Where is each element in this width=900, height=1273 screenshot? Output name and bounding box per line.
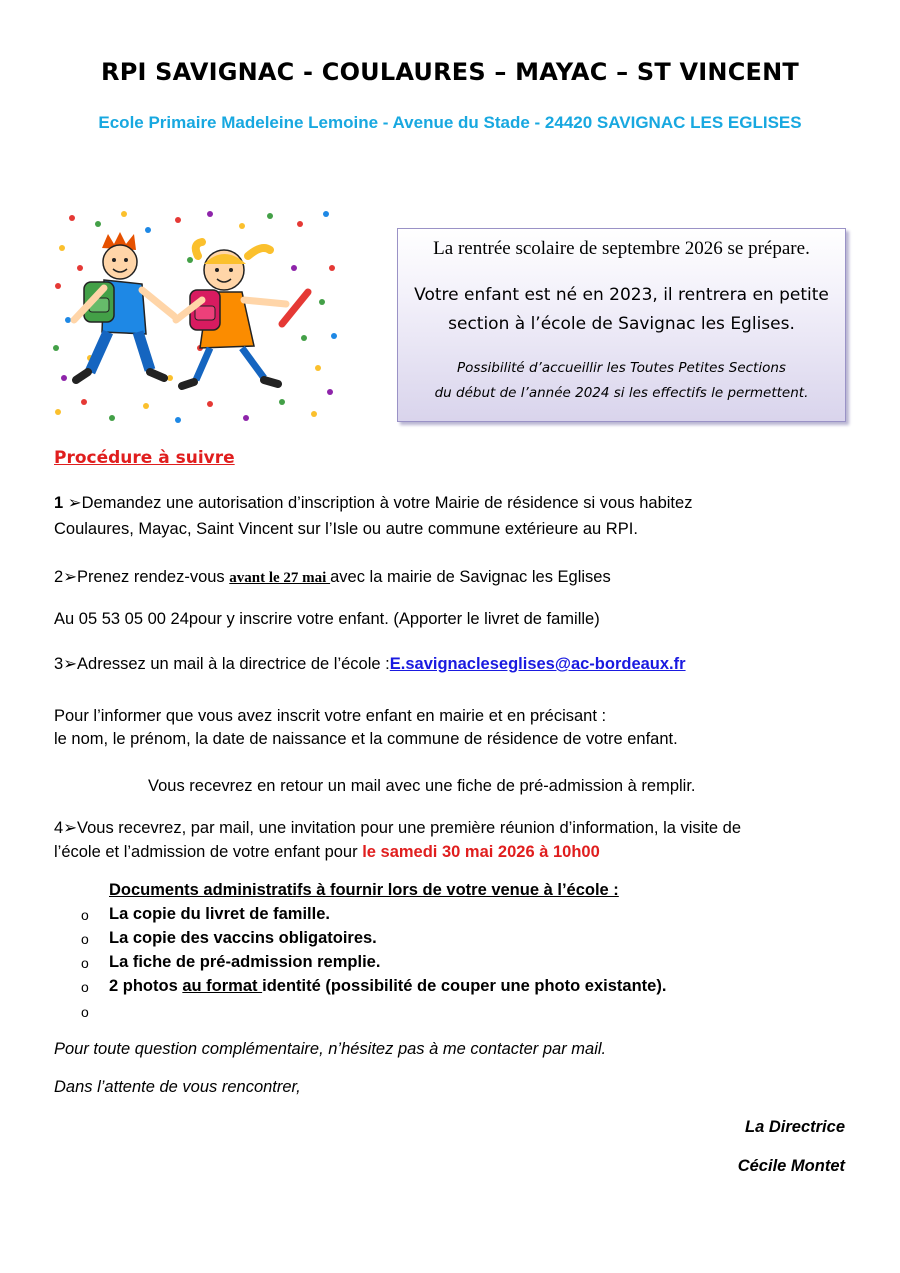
documents-heading: Documents administratifs à fournir lors de votre venue à l’école : (109, 881, 619, 899)
step-4-text: Vous recevrez, par mail, une invitation pour une première réunion d’information, la visite de (77, 819, 742, 837)
step-3-line: Pour l’informer que vous avez inscrit votre enfant en mairie et en précisant : (54, 707, 607, 725)
meeting-date: le samedi 30 mai 2026 à 10h00 (362, 843, 600, 861)
step-4-text: l’école et l’admission de votre enfant pour (54, 843, 363, 861)
info-box-main-text (406, 281, 837, 339)
step-2-text: avec la mairie de Savignac les Eglises (330, 568, 611, 586)
director-email-link[interactable]: E.savignacleseglises@ac-bordeaux.fr (389, 655, 686, 673)
arrow-icon: ➢ (67, 494, 82, 512)
page-title: RPI SAVIGNAC - COULAURES – MAYAC – ST VINCENT (101, 58, 799, 86)
closing-question: Pour toute question complémentaire, n’hésitez pas à me contacter par mail. (54, 1040, 607, 1058)
step-2-line: Au 05 53 05 00 24pour y inscrire votre enfant. (Apporter le livret de famille) (54, 610, 600, 628)
girl-figure (176, 242, 308, 386)
photo-item-text: 2 photos (109, 977, 183, 995)
list-item-text: La copie du livret de famille. (109, 905, 330, 923)
school-address: Ecole Primaire Madeleine Lemoine - Avenue du Stade - 24420 SAVIGNAC LES EGLISES (98, 113, 802, 132)
info-box-note (406, 356, 837, 406)
info-box-main-line: section à l’école de Savignac les Eglises. (448, 314, 795, 334)
step-number: 3 (54, 655, 64, 673)
step-3-line: le nom, le prénom, la date de naissance et la commune de résidence de votre enfant. (54, 730, 678, 748)
arrow-icon: ➢ (63, 655, 78, 673)
procedure-heading: Procédure à suivre (54, 448, 235, 468)
appointment-deadline: avant le 27 mai (229, 570, 331, 586)
list-item-text: La fiche de pré-admission remplie. (109, 953, 381, 971)
step-number: 1 (54, 494, 64, 512)
children-illustration (50, 208, 340, 426)
info-box (397, 228, 846, 422)
photo-item-text: identité (possibilité de couper une photo existante). (262, 977, 667, 995)
signature-name: Cécile Montet (737, 1157, 845, 1175)
step-3-line (54, 652, 686, 677)
info-box-main-line: Votre enfant est né en 2023, il rentrera en petite (414, 285, 829, 305)
list-item-text: La copie des vaccins obligatoires. (109, 929, 377, 947)
step-number: 2 (54, 568, 64, 586)
step-3-text: Adressez un mail à la directrice de l’école : (77, 655, 390, 673)
arrow-icon: ➢ (63, 819, 78, 837)
step-4-line (54, 816, 741, 841)
photo-format-underlined: au format (182, 977, 263, 995)
info-box-note-line: Possibilité d’accueillir les Toutes Petites Sections (457, 360, 786, 376)
step-3-line: Vous recevrez en retour un mail avec une fiche de pré-admission à remplir. (148, 777, 696, 795)
step-1-line (54, 491, 692, 516)
step-4-line (54, 840, 600, 865)
list-item-text (109, 977, 666, 996)
info-box-note-line: du début de l’année 2024 si les effectifs le permettent. (434, 385, 809, 401)
bullet-icon: o (81, 955, 89, 971)
closing-greeting: Dans l’attente de vous rencontrer, (54, 1078, 301, 1096)
bullet-icon: o (81, 1004, 89, 1020)
step-1-text: Demandez une autorisation d’inscription à votre Mairie de résidence si vous habitez (81, 494, 693, 512)
arrow-icon: ➢ (63, 568, 78, 586)
info-box-headline: La rentrée scolaire de septembre 2026 se prépare. (433, 238, 810, 259)
bullet-icon: o (81, 931, 89, 947)
step-number: 4 (54, 819, 64, 837)
step-1-line: Coulaures, Mayac, Saint Vincent sur l’Isle ou autre commune extérieure au RPI. (54, 520, 638, 538)
bullet-icon: o (81, 907, 89, 923)
bullet-icon: o (81, 979, 89, 995)
step-2-text: Prenez rendez-vous (77, 568, 230, 586)
step-2-line (54, 565, 611, 591)
signature-role: La Directrice (745, 1118, 845, 1136)
